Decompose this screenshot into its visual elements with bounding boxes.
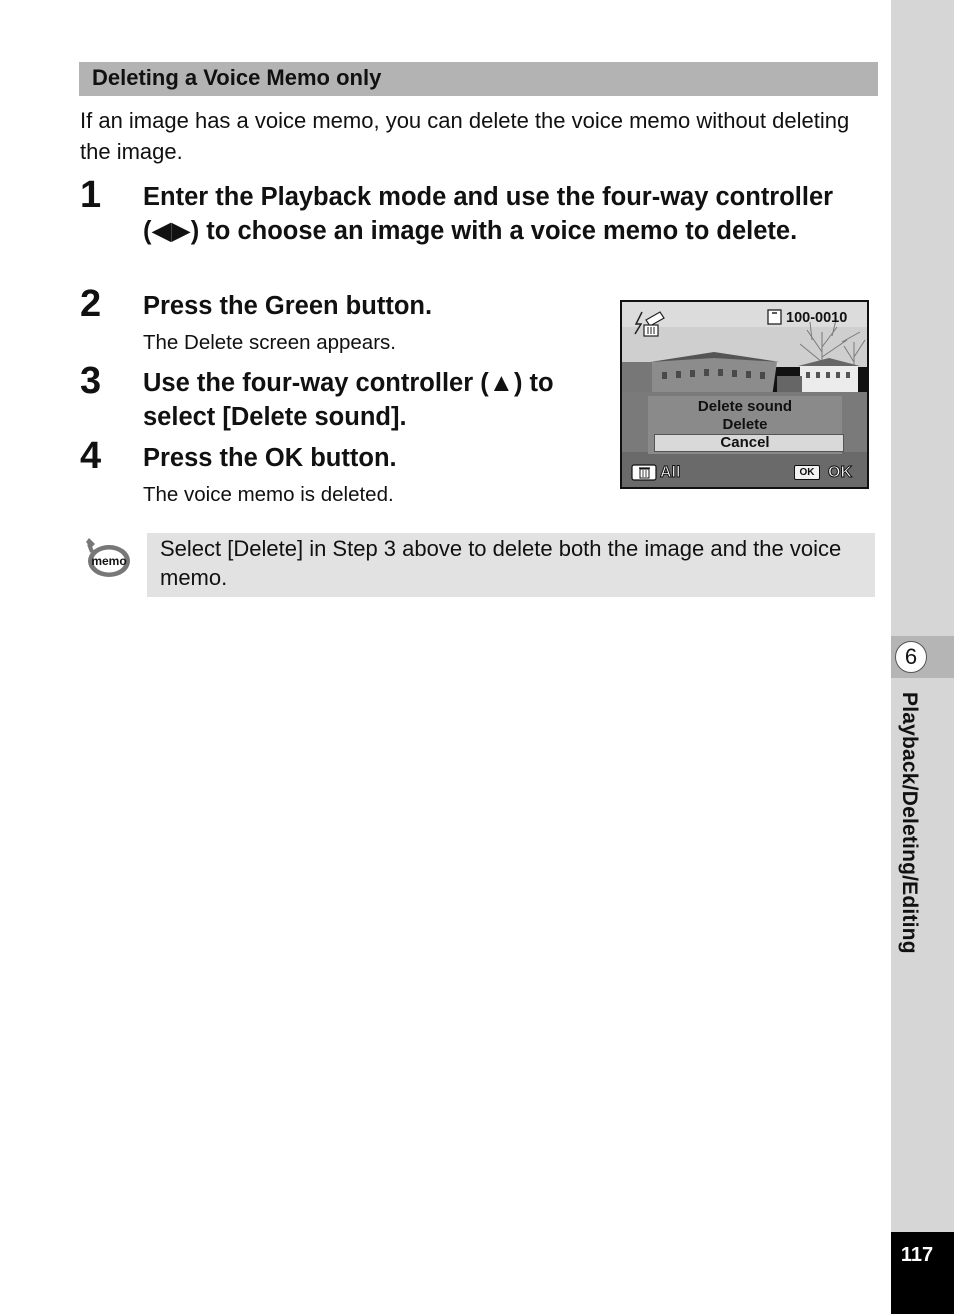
- page-number: 117: [900, 1244, 934, 1266]
- delete-menu: [648, 396, 842, 454]
- step-2-text: Press the Green button.: [143, 292, 433, 320]
- intro-paragraph: If an image has a voice memo, you can delete the voice memo without deleting the image.: [80, 108, 850, 164]
- protect-file-icon: [768, 310, 781, 324]
- step-4-text: Press the OK button.: [143, 444, 397, 472]
- playback-photo: [622, 302, 867, 487]
- chapter-title: Playback/Deleting/Editing: [898, 692, 921, 954]
- all-label: All: [660, 464, 681, 481]
- section-title: Deleting a Voice Memo only: [92, 65, 382, 90]
- svg-text:memo: memo: [91, 554, 127, 568]
- step-1-text: Enter the Playback mode and use the four-way controller (◀▶) to choose an image with a voice memo to delete.: [143, 183, 834, 245]
- menu-item-delete[interactable]: Delete: [722, 416, 768, 433]
- memo-icon: [80, 534, 132, 582]
- step-2-number: 2: [80, 283, 102, 325]
- ok-key-icon: OK: [794, 465, 820, 480]
- chapter-number: 6: [895, 641, 927, 673]
- ok-label: OK: [828, 464, 852, 481]
- menu-item-delete-sound[interactable]: Delete sound: [697, 398, 793, 415]
- camera-screen: [620, 300, 869, 489]
- step-4-number: 4: [80, 435, 102, 477]
- step-2-subtext: The Delete screen appears.: [143, 331, 396, 354]
- step-1-number: 1: [80, 174, 102, 216]
- step-4-subtext: The voice memo is deleted.: [143, 483, 394, 506]
- trash-all-icon: [632, 465, 656, 480]
- step-3-text: Use the four-way controller (▲) to select [Delete sound].: [143, 369, 554, 431]
- menu-item-cancel[interactable]: Cancel: [720, 434, 770, 451]
- memo-text: Select [Delete] in Step 3 above to delete both the image and the voice memo.: [160, 536, 842, 590]
- step-3-number: 3: [80, 360, 102, 402]
- file-number: 100-0010: [786, 310, 848, 326]
